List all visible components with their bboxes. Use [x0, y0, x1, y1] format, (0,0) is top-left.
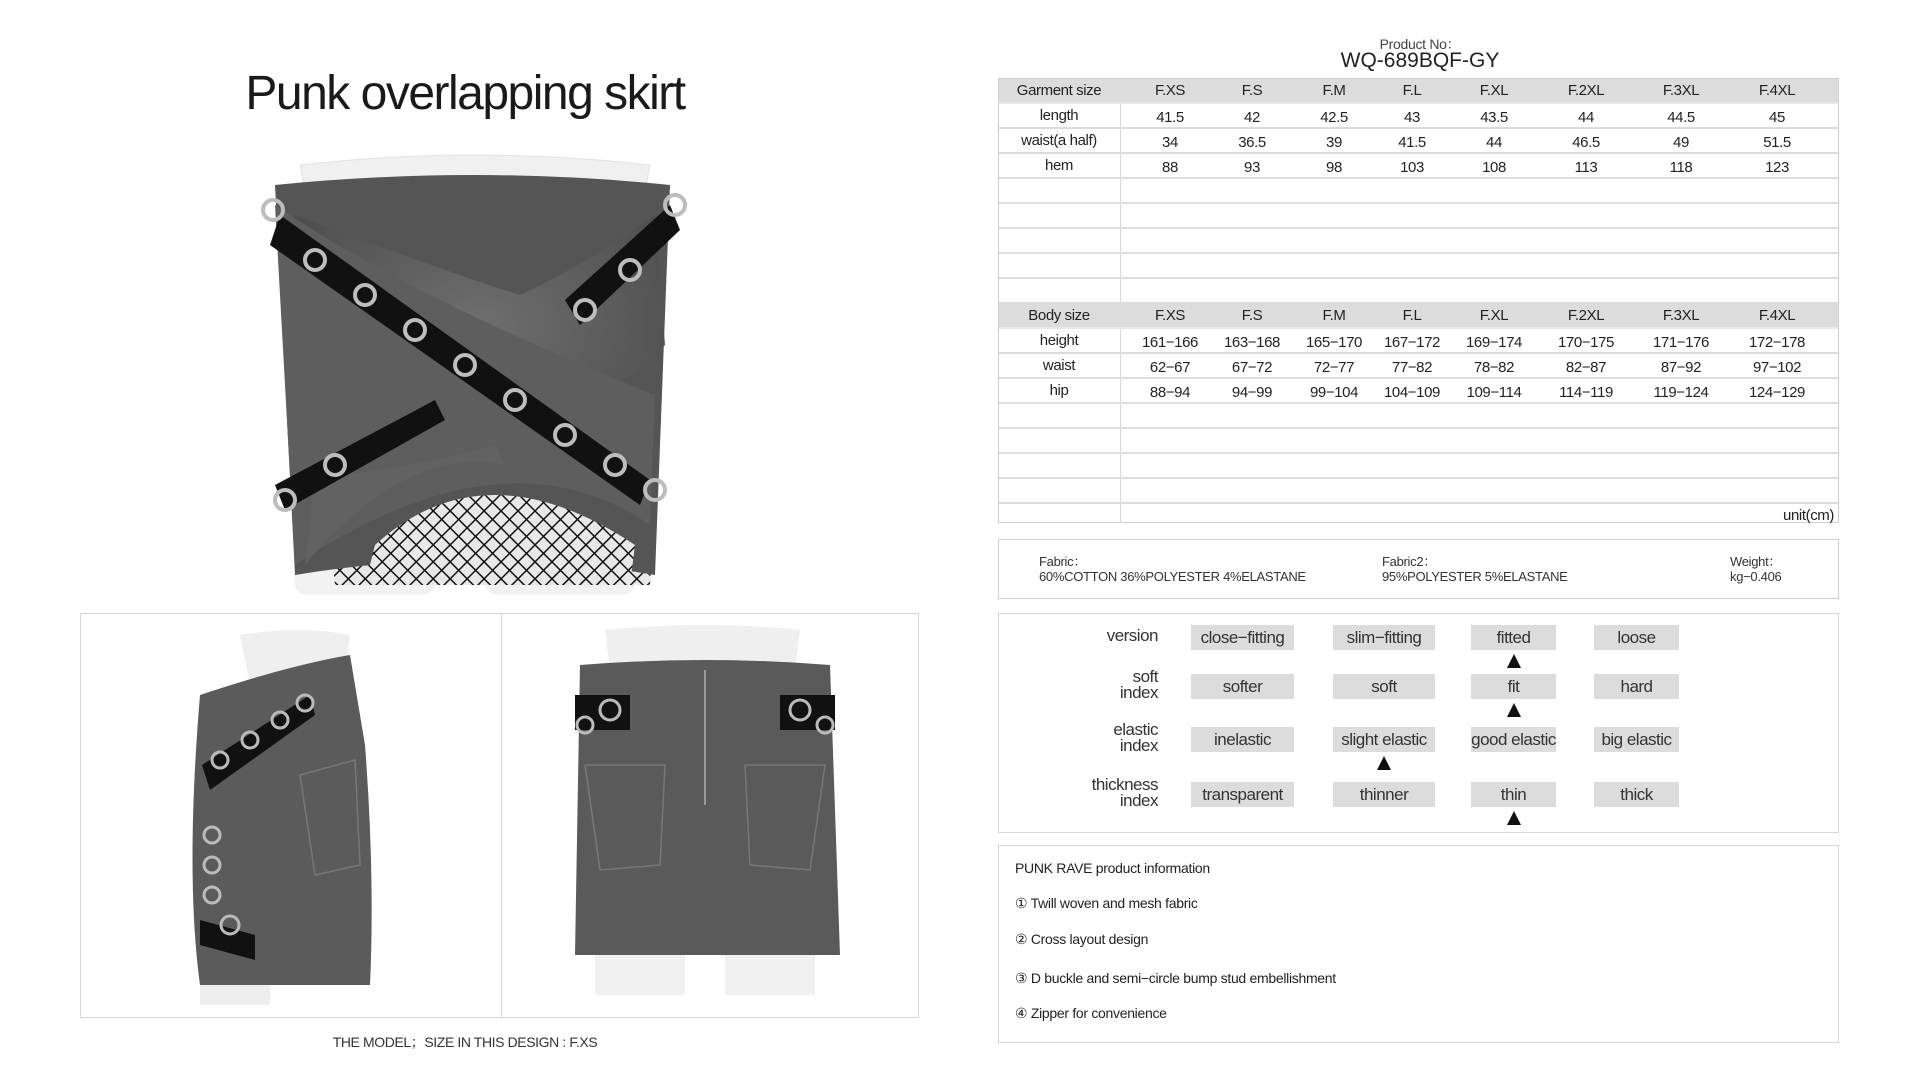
table-cell: 34: [1162, 134, 1178, 151]
skirt-side-photo: [180, 625, 420, 1010]
table-cell: 82−87: [1565, 359, 1607, 376]
table-empty-row: [999, 254, 1838, 279]
size-column-header: F.2XL: [1567, 82, 1605, 99]
attribute-option-chip: transparent: [1191, 782, 1294, 807]
attribute-option-chip: big elastic: [1594, 727, 1679, 752]
table-row: [999, 354, 1838, 379]
info-item: ② Cross layout design: [1015, 931, 1149, 947]
table-cell: 44.5: [1667, 109, 1695, 126]
table-cell: 43.5: [1480, 109, 1508, 126]
size-column-header: F.3XL: [1662, 82, 1700, 99]
table-empty-row: [999, 204, 1838, 229]
table-cell: 87−92: [1660, 359, 1702, 376]
table-row: [999, 329, 1838, 354]
row-label: waist(a half): [1021, 132, 1097, 149]
attribute-label: [1092, 777, 1158, 809]
attribute-option-chip: inelastic: [1191, 727, 1294, 752]
table-cell: 103: [1400, 159, 1424, 176]
table-cell: 46.5: [1572, 134, 1600, 151]
table-cell: 41.5: [1398, 134, 1426, 151]
size-column-header: F.2XL: [1567, 307, 1605, 324]
table-cell: 167−172: [1383, 334, 1440, 351]
table-empty-row: [999, 479, 1838, 504]
photo-divider: [501, 613, 502, 1018]
size-column-header: F.L: [1402, 307, 1422, 324]
attribute-option-chip: fitted: [1471, 625, 1556, 650]
table-row: [999, 129, 1838, 154]
table-empty-row: [999, 429, 1838, 454]
attribute-label-line: index: [1119, 791, 1158, 810]
attribute-option-chip: thin: [1471, 782, 1556, 807]
table-empty-row: [999, 229, 1838, 254]
attribute-label: [1120, 669, 1158, 701]
table-cell: 49: [1673, 134, 1689, 151]
attribute-label-line: thickness: [1091, 775, 1158, 794]
table-cell: 171−176: [1652, 334, 1709, 351]
table-header-label: Garment size: [1016, 82, 1102, 99]
table-header-row: [999, 79, 1838, 104]
fabric2-label: Fabric2：: [1382, 554, 1436, 569]
info-item: ① Twill woven and mesh fabric: [1015, 895, 1198, 911]
fabric2-value: 95%POLYESTER 5%ELASTANE: [1382, 569, 1568, 584]
attribute-option-chip: loose: [1594, 625, 1679, 650]
size-column-header: F.S: [1241, 307, 1263, 324]
table-cell: 163−168: [1223, 334, 1280, 351]
table-cell: 78−82: [1473, 359, 1515, 376]
table-cell: 43: [1404, 109, 1420, 126]
fabric1-value: 60%COTTON 36%POLYESTER 4%ELASTANE: [1039, 569, 1306, 584]
table-row: [999, 379, 1838, 404]
fabric1-label: Fabric：: [1039, 554, 1087, 569]
table-cell: 44: [1486, 134, 1502, 151]
row-label: hem: [1045, 157, 1073, 174]
table-cell: 39: [1326, 134, 1342, 151]
size-column-header: F.XS: [1154, 82, 1186, 99]
table-cell: 97−102: [1752, 359, 1802, 376]
table-cell: 36.5: [1238, 134, 1266, 151]
size-column-header: F.M: [1322, 307, 1346, 324]
table-cell: 44: [1578, 109, 1594, 126]
selected-marker-icon: [1507, 654, 1521, 668]
attribute-option-chip: softer: [1191, 674, 1294, 699]
table-cell: 98: [1326, 159, 1342, 176]
table-row: [999, 154, 1838, 179]
weight-value: kg−0.406: [1730, 569, 1782, 584]
table-empty-row: [999, 179, 1838, 204]
table-cell: 161−166: [1141, 334, 1198, 351]
table-cell: 88−94: [1149, 384, 1191, 401]
size-column-header: F.M: [1322, 82, 1346, 99]
table-cell: 62−67: [1149, 359, 1191, 376]
table-cell: 123: [1765, 159, 1789, 176]
attribute-option-chip: slim−fitting: [1333, 625, 1435, 650]
row-label: height: [1039, 332, 1079, 349]
table-cell: 51.5: [1763, 134, 1791, 151]
table-empty-row: [999, 454, 1838, 479]
size-column-header: F.XL: [1479, 82, 1509, 99]
fabric-info-box: [998, 539, 1839, 599]
attribute-option-chip: thick: [1594, 782, 1679, 807]
selected-marker-icon: [1377, 756, 1391, 770]
attribute-label: [1113, 722, 1158, 754]
size-column-header: F.3XL: [1662, 307, 1700, 324]
table-cell: 109−114: [1466, 384, 1522, 401]
size-column-header: F.XL: [1479, 307, 1509, 324]
selected-marker-icon: [1507, 703, 1521, 717]
table-cell: 93: [1244, 159, 1260, 176]
table-cell: 77−82: [1391, 359, 1433, 376]
info-item: ③ D buckle and semi−circle bump stud embellishment: [1015, 970, 1336, 986]
table-empty-row: [999, 279, 1838, 304]
table-cell: 172−178: [1748, 334, 1805, 351]
table-cell: 113: [1574, 159, 1598, 176]
table-cell: 41.5: [1156, 109, 1184, 126]
table-cell: 45: [1769, 109, 1785, 126]
attribute-option-chip: thinner: [1333, 782, 1435, 807]
table-cell: 42: [1244, 109, 1260, 126]
unit-label: unit(cm): [1783, 507, 1834, 524]
attribute-option-chip: hard: [1594, 674, 1679, 699]
table-cell: 42.5: [1320, 109, 1348, 126]
table-cell: 169−174: [1465, 334, 1522, 351]
skirt-back-photo: [555, 625, 855, 1010]
row-label: length: [1039, 107, 1079, 124]
table-cell: 124−129: [1748, 384, 1805, 401]
table-cell: 170−175: [1557, 334, 1614, 351]
table-cell: 99−104: [1309, 384, 1359, 401]
skirt-front-photo: [255, 145, 695, 600]
weight-label: Weight：: [1730, 554, 1782, 569]
attribute-option-chip: fit: [1471, 674, 1556, 699]
table-cell: 118: [1669, 159, 1693, 176]
selected-marker-icon: [1507, 811, 1521, 825]
attribute-option-chip: soft: [1333, 674, 1435, 699]
row-label: hip: [1049, 382, 1069, 399]
attribute-label-line: index: [1119, 736, 1158, 755]
table-cell: 104−109: [1383, 384, 1440, 401]
attribute-label-line: index: [1119, 683, 1158, 702]
attribute-label: version: [1106, 626, 1158, 645]
table-row: [999, 504, 1838, 529]
attribute-index-box: [998, 613, 1839, 833]
product-info-box: [998, 845, 1839, 1043]
product-number: WQ-689BQF-GY: [1340, 49, 1500, 72]
size-column-header: F.XS: [1154, 307, 1186, 324]
product-title: Punk overlapping skirt: [245, 67, 685, 120]
table-cell: 94−99: [1231, 384, 1273, 401]
table-cell: 88: [1162, 159, 1178, 176]
table-cell: 119−124: [1653, 384, 1709, 401]
info-heading: PUNK RAVE product information: [1015, 860, 1210, 876]
table-cell: 67−72: [1231, 359, 1273, 376]
table-cell: 72−77: [1313, 359, 1355, 376]
size-column-header: F.4XL: [1758, 82, 1796, 99]
row-label: waist: [1042, 357, 1076, 374]
model-size-caption: THE MODEL；SIZE IN THIS DESIGN : F.XS: [332, 1034, 598, 1050]
info-item: ④ Zipper for convenience: [1015, 1005, 1167, 1021]
size-column-header: F.L: [1402, 82, 1422, 99]
table-cell: 165−170: [1305, 334, 1362, 351]
attribute-label-line: soft: [1132, 667, 1158, 686]
attribute-option-chip: good elastic: [1471, 727, 1556, 752]
size-column-header: F.S: [1241, 82, 1263, 99]
product-number-label: Product No：: [1379, 36, 1461, 52]
table-cell: 108: [1482, 159, 1506, 176]
attribute-label-line: elastic: [1113, 720, 1158, 739]
table-header-label: Body size: [1028, 307, 1090, 324]
table-header-row: [999, 304, 1838, 329]
table-row: [999, 104, 1838, 129]
table-empty-row: [999, 404, 1838, 429]
table-cell: 114−119: [1559, 384, 1613, 401]
attribute-option-chip: slight elastic: [1333, 727, 1435, 752]
attribute-option-chip: close−fitting: [1191, 625, 1294, 650]
size-column-header: F.4XL: [1758, 307, 1796, 324]
size-table: [998, 78, 1839, 523]
